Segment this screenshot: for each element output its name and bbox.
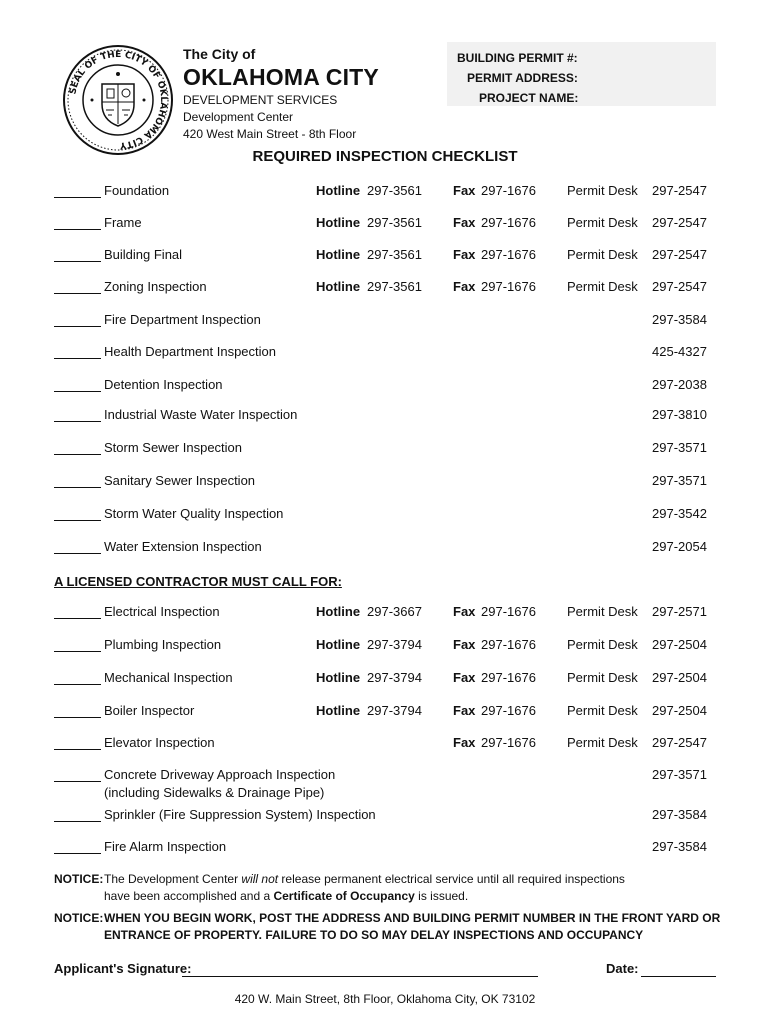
hotline-number: 297-3561 bbox=[367, 215, 422, 230]
city-header bbox=[183, 46, 379, 143]
permit-desk-number: 297-2504 bbox=[652, 637, 707, 652]
permit-desk-label: Permit Desk bbox=[567, 215, 638, 230]
inspection-row bbox=[0, 604, 770, 622]
fax-label: Fax bbox=[453, 735, 476, 750]
permit-desk-label: Permit Desk bbox=[567, 183, 638, 198]
checklist-title: REQUIRED INSPECTION CHECKLIST bbox=[252, 148, 518, 165]
inspection-name: Sprinkler (Fire Suppression System) Inspection bbox=[104, 807, 376, 822]
inspection-name: Frame bbox=[104, 215, 142, 230]
permit-desk-number: 297-2547 bbox=[652, 279, 707, 294]
city-prefix: The City of bbox=[183, 46, 256, 62]
checkoff-line[interactable] bbox=[54, 717, 101, 718]
hotline-label: Hotline bbox=[316, 279, 361, 294]
hotline-label: Hotline bbox=[316, 183, 361, 198]
checkoff-line[interactable] bbox=[54, 229, 101, 230]
svg-text:SEAL OF THE CITY OF OKLAHOMA C: SEAL OF THE CITY OF OKLAHOMA CITY bbox=[68, 49, 169, 151]
hotline-number: 297-3794 bbox=[367, 703, 422, 718]
permit-desk-number: 297-2504 bbox=[652, 703, 707, 718]
hotline-number: 297-3794 bbox=[367, 670, 422, 685]
hotline-label: Hotline bbox=[316, 670, 361, 685]
phone-number: 297-3571 bbox=[652, 440, 707, 455]
inspection-name: Industrial Waste Water Inspection bbox=[104, 407, 298, 422]
inspection-row bbox=[0, 473, 770, 491]
inspection-row bbox=[0, 735, 770, 753]
notice-text: The Development Center bbox=[104, 872, 242, 886]
applicant-signature-field[interactable] bbox=[182, 976, 538, 977]
permit-info-box bbox=[447, 42, 716, 106]
fax-label: Fax bbox=[453, 279, 476, 294]
permit-desk-number: 297-2547 bbox=[652, 215, 707, 230]
inspection-row bbox=[0, 637, 770, 655]
inspection-row bbox=[0, 215, 770, 233]
checkoff-line[interactable] bbox=[54, 553, 101, 554]
fax-label: Fax bbox=[453, 670, 476, 685]
inspection-name: Foundation bbox=[104, 183, 170, 198]
inspection-row bbox=[0, 807, 770, 825]
fax-number: 297-1676 bbox=[481, 637, 536, 652]
hotline-label: Hotline bbox=[316, 637, 361, 652]
permit-desk-label: Permit Desk bbox=[567, 247, 638, 262]
electrical-notice bbox=[54, 871, 625, 905]
certificate-of-occupancy: Certificate of Occupancy bbox=[273, 889, 415, 903]
fax-label: Fax bbox=[453, 247, 476, 262]
phone-number: 297-2054 bbox=[652, 539, 707, 554]
phone-number: 297-3584 bbox=[652, 839, 707, 854]
contractor-section-heading: A LICENSED CONTRACTOR MUST CALL FOR: bbox=[54, 574, 342, 589]
permit-desk-number: 297-2504 bbox=[652, 670, 707, 685]
inspection-name: Storm Sewer Inspection bbox=[104, 440, 243, 455]
permit-desk-number: 297-2547 bbox=[652, 183, 707, 198]
checkoff-line[interactable] bbox=[54, 454, 101, 455]
inspection-name: Detention Inspection bbox=[104, 377, 223, 392]
fax-number: 297-1676 bbox=[481, 279, 536, 294]
fax-label: Fax bbox=[453, 215, 476, 230]
permit-desk-label: Permit Desk bbox=[567, 279, 638, 294]
inspection-name-detail: (including Sidewalks & Drainage Pipe) bbox=[104, 785, 325, 800]
permit-desk-label: Permit Desk bbox=[567, 604, 638, 619]
fax-number: 297-1676 bbox=[481, 247, 536, 262]
inspection-row bbox=[0, 839, 770, 857]
hotline-label: Hotline bbox=[316, 604, 361, 619]
applicant-signature-label: Applicant's Signature: bbox=[54, 961, 192, 976]
hotline-label: Hotline bbox=[316, 215, 361, 230]
inspection-row bbox=[0, 247, 770, 265]
fax-label: Fax bbox=[453, 637, 476, 652]
fax-number: 297-1676 bbox=[481, 215, 536, 230]
inspection-row bbox=[0, 440, 770, 458]
checkoff-line[interactable] bbox=[54, 853, 101, 854]
inspection-row bbox=[0, 539, 770, 557]
phone-number: 297-3810 bbox=[652, 407, 707, 422]
checkoff-line[interactable] bbox=[54, 684, 101, 685]
permit-address-label: PERMIT ADDRESS: bbox=[467, 71, 578, 85]
fax-label: Fax bbox=[453, 183, 476, 198]
inspection-name: Water Extension Inspection bbox=[104, 539, 262, 554]
hotline-label: Hotline bbox=[316, 247, 361, 262]
checkoff-line[interactable] bbox=[54, 391, 101, 392]
permit-desk-number: 297-2547 bbox=[652, 735, 707, 750]
city-seal-logo bbox=[62, 44, 174, 156]
phone-number: 425-4327 bbox=[652, 344, 707, 359]
inspection-name: Sanitary Sewer Inspection bbox=[104, 473, 256, 488]
notice-text: is issued. bbox=[414, 889, 469, 903]
inspection-row bbox=[0, 183, 770, 201]
permit-desk-label: Permit Desk bbox=[567, 670, 638, 685]
inspection-row bbox=[0, 407, 770, 425]
notice-text: release permanent electrical service until all required inspections bbox=[278, 872, 625, 886]
notice-text: WHEN YOU BEGIN WORK, POST THE ADDRESS AND BUILDING PERMIT NUMBER IN THE FRONT YARD OR bbox=[104, 911, 721, 925]
inspection-name: Concrete Driveway Approach Inspection bbox=[104, 767, 336, 782]
fax-number: 297-1676 bbox=[481, 703, 536, 718]
checkoff-line[interactable] bbox=[54, 421, 101, 422]
inspection-row bbox=[0, 670, 770, 688]
phone-number: 297-2038 bbox=[652, 377, 707, 392]
permit-desk-label: Permit Desk bbox=[567, 735, 638, 750]
hotline-number: 297-3561 bbox=[367, 247, 422, 262]
inspection-name: Building Final bbox=[104, 247, 183, 262]
inspection-row bbox=[0, 767, 770, 803]
checkoff-line[interactable] bbox=[54, 651, 101, 652]
checkoff-line[interactable] bbox=[54, 293, 101, 294]
city-name: OKLAHOMA CITY bbox=[183, 64, 379, 90]
checkoff-line[interactable] bbox=[54, 520, 101, 521]
phone-number: 297-3571 bbox=[652, 767, 707, 782]
city-address: 420 West Main Street - 8th Floor bbox=[183, 127, 357, 141]
fax-number: 297-1676 bbox=[481, 604, 536, 619]
inspection-name: Storm Water Quality Inspection bbox=[104, 506, 284, 521]
phone-number: 297-3584 bbox=[652, 807, 707, 822]
inspection-row bbox=[0, 279, 770, 297]
checkoff-line[interactable] bbox=[54, 197, 101, 198]
department-name: DEVELOPMENT SERVICES bbox=[183, 93, 338, 107]
inspection-name: Boiler Inspector bbox=[104, 703, 195, 718]
permit-desk-label: Permit Desk bbox=[567, 703, 638, 718]
hotline-number: 297-3794 bbox=[367, 637, 422, 652]
permit-desk-label: Permit Desk bbox=[567, 637, 638, 652]
inspection-name: Mechanical Inspection bbox=[104, 670, 233, 685]
notice-tag: NOTICE: bbox=[54, 872, 104, 886]
project-name-label: PROJECT NAME: bbox=[479, 91, 579, 105]
hotline-number: 297-3667 bbox=[367, 604, 422, 619]
inspection-name: Plumbing Inspection bbox=[104, 637, 222, 652]
inspection-name: Health Department Inspection bbox=[104, 344, 276, 359]
inspection-row bbox=[0, 312, 770, 330]
checkoff-line[interactable] bbox=[54, 821, 101, 822]
permit-desk-number: 297-2571 bbox=[652, 604, 707, 619]
phone-number: 297-3571 bbox=[652, 473, 707, 488]
checkoff-line[interactable] bbox=[54, 358, 101, 359]
date-field[interactable] bbox=[641, 976, 716, 977]
notice-text: have been accomplished and a bbox=[104, 889, 274, 903]
fax-number: 297-1676 bbox=[481, 183, 536, 198]
fax-label: Fax bbox=[453, 703, 476, 718]
hotline-number: 297-3561 bbox=[367, 183, 422, 198]
inspection-name: Fire Department Inspection bbox=[104, 312, 261, 327]
inspection-row bbox=[0, 703, 770, 721]
inspection-name: Zoning Inspection bbox=[104, 279, 207, 294]
checkoff-line[interactable] bbox=[54, 749, 101, 750]
posting-notice bbox=[54, 910, 720, 944]
checkoff-line[interactable] bbox=[54, 487, 101, 488]
inspection-name: Elevator Inspection bbox=[104, 735, 215, 750]
inspection-name: Fire Alarm Inspection bbox=[104, 839, 227, 854]
center-name: Development Center bbox=[183, 110, 294, 124]
checkoff-line[interactable] bbox=[54, 326, 101, 327]
footer-address: 420 W. Main Street, 8th Floor, Oklahoma City, OK 73102 bbox=[234, 992, 536, 1006]
notice-tag: NOTICE: bbox=[54, 911, 104, 925]
checkoff-line[interactable] bbox=[54, 781, 101, 782]
notice-emphasis: will not bbox=[241, 872, 279, 886]
hotline-label: Hotline bbox=[316, 703, 361, 718]
phone-number: 297-3584 bbox=[652, 312, 707, 327]
hotline-number: 297-3561 bbox=[367, 279, 422, 294]
date-label: Date: bbox=[606, 961, 639, 976]
inspection-row bbox=[0, 344, 770, 362]
phone-number: 297-3542 bbox=[652, 506, 707, 521]
checkoff-line[interactable] bbox=[54, 618, 101, 619]
fax-label: Fax bbox=[453, 604, 476, 619]
inspection-row bbox=[0, 377, 770, 395]
fax-number: 297-1676 bbox=[481, 670, 536, 685]
fax-number: 297-1676 bbox=[481, 735, 536, 750]
permit-number-label: BUILDING PERMIT #: bbox=[457, 51, 578, 65]
inspection-name: Electrical Inspection bbox=[104, 604, 220, 619]
checkoff-line[interactable] bbox=[54, 261, 101, 262]
permit-desk-number: 297-2547 bbox=[652, 247, 707, 262]
inspection-row bbox=[0, 506, 770, 524]
notice-text: ENTRANCE OF PROPERTY. FAILURE TO DO SO MAY DELAY INSPECTIONS AND OCCUPANCY bbox=[104, 928, 644, 942]
